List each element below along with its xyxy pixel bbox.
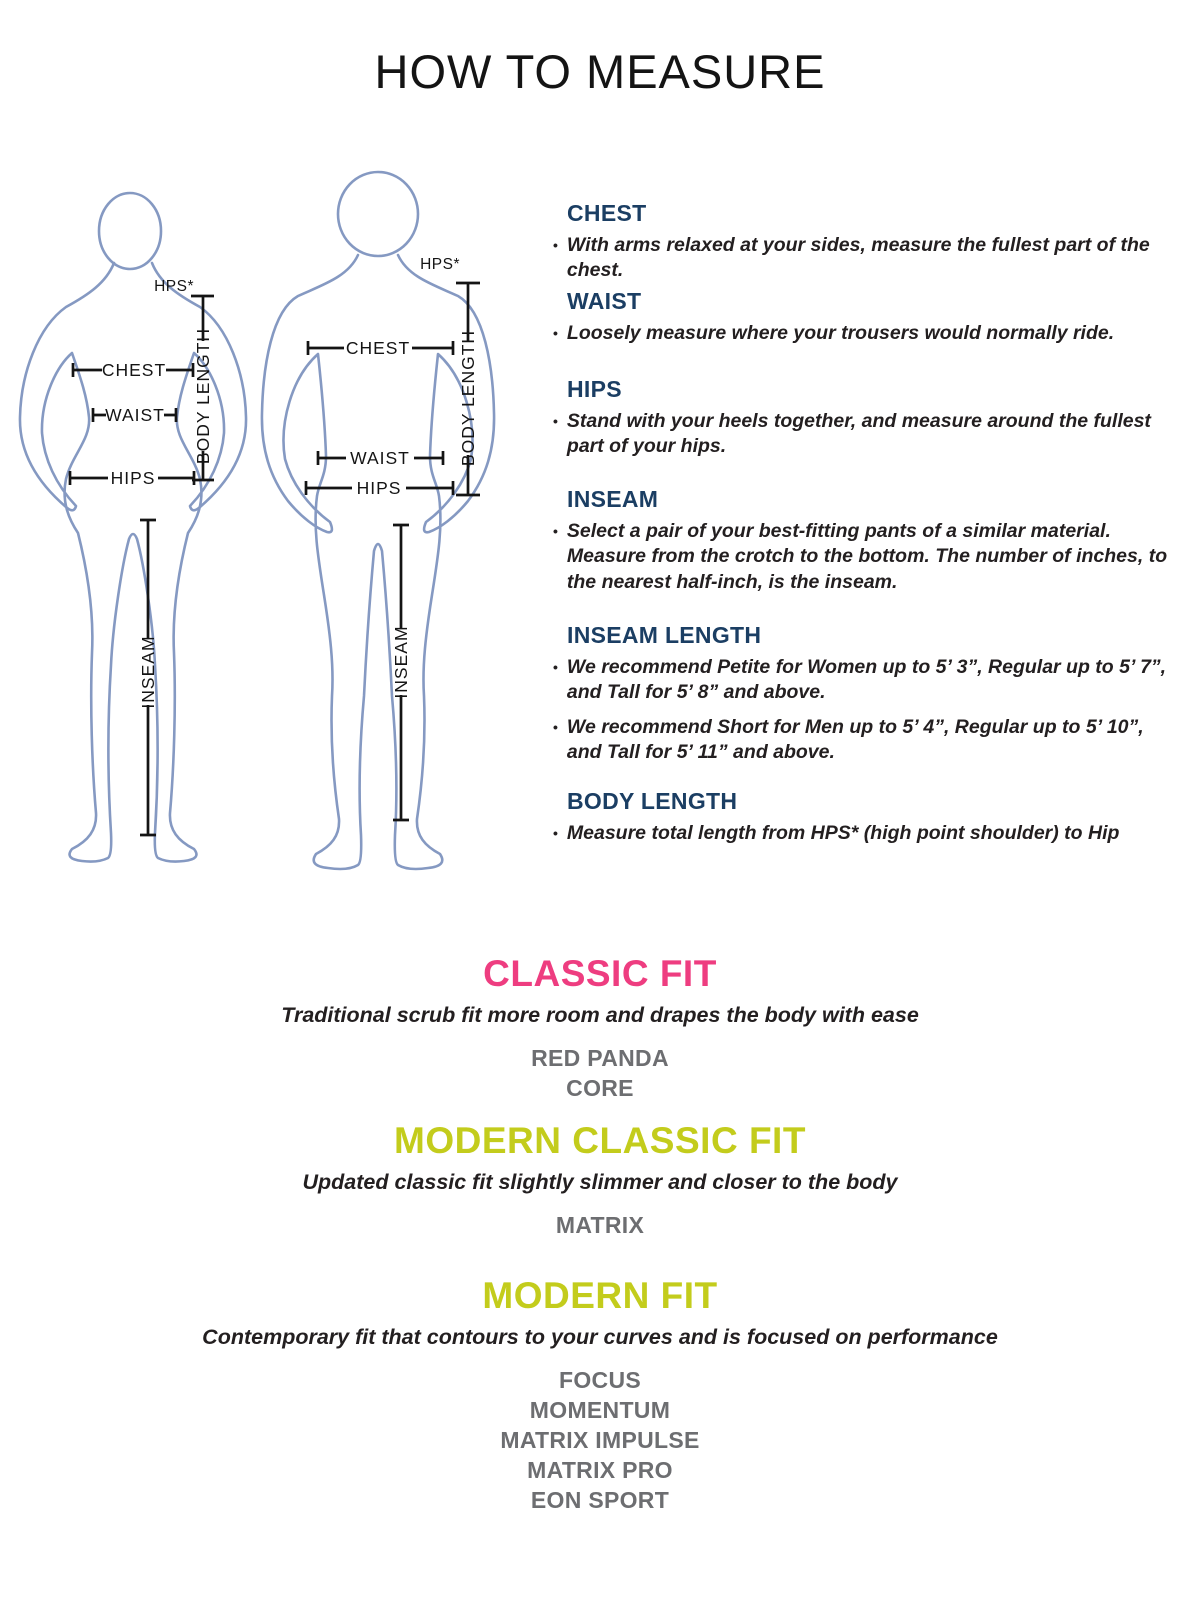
female-inseam-measure [138, 520, 158, 835]
female-chest-measure [73, 360, 193, 380]
section-heading: HIPS [567, 376, 622, 402]
measurement-diagram [8, 165, 538, 895]
bullet-text: Select a pair of your best-fitting pants of a similar material. Measure from the crotch to the bottom. The number of inches, to the nearest half-inch, is the inseam. [566, 520, 1168, 593]
male-inseam-measure [391, 525, 411, 820]
female-waist-measure [93, 405, 176, 425]
bullet-text: Measure total length from HPS* (high point shoulder) to Hip [566, 822, 1120, 844]
product-name: CORE [566, 1075, 634, 1101]
fit-description: Traditional scrub fit more room and drapes the body with ease [281, 1003, 919, 1027]
bullet-dot: • [553, 718, 558, 735]
fit-section-modern-classic [0, 1120, 1200, 1240]
bullet-item [552, 715, 1168, 766]
bullet-dot: • [553, 413, 558, 429]
bullet-text: Loosely measure where your trousers would normally ride. [566, 322, 1115, 344]
male-inseam-label: INSEAM [391, 625, 411, 699]
male-chest-measure [308, 338, 453, 358]
male-head [338, 172, 418, 256]
bullet-dot: • [553, 325, 558, 341]
fit-product-list [0, 1043, 1200, 1103]
fit-title: CLASSIC FIT [483, 953, 717, 994]
bullet-dot: • [553, 523, 558, 539]
female-hips-measure [70, 468, 194, 488]
bullet-item [552, 409, 1168, 460]
fit-section-modern [0, 1275, 1200, 1515]
product-name: MATRIX IMPULSE [500, 1427, 700, 1453]
section-heading: INSEAM LENGTH [567, 622, 762, 648]
male-hps-label: HPS* [420, 256, 460, 273]
section-heading: WAIST [567, 288, 642, 314]
bullet-item [552, 321, 1168, 346]
bullet-dot: • [553, 825, 558, 841]
fit-product-list [0, 1210, 1200, 1240]
female-waist-label: WAIST [105, 405, 165, 425]
bullet-text: We recommend Petite for Women up to 5’ 3”, Regular up to 5’ 7”, and Tall for 5’ 8” and above. [566, 656, 1167, 704]
male-hips-measure [306, 478, 453, 498]
bullet-item [552, 655, 1168, 706]
fit-description: Contemporary fit that contours to your curves and is focused on performance [202, 1325, 998, 1349]
figures-svg [8, 165, 538, 895]
measure-section-inseam-length [552, 622, 1168, 765]
bullet-text: Stand with your heels together, and measure around the fullest part of your hips. [566, 410, 1151, 458]
bullet-dot: • [553, 659, 558, 675]
bullet-text: With arms relaxed at your sides, measure the fullest part of the chest. [566, 234, 1150, 282]
fit-title: MODERN FIT [482, 1275, 718, 1316]
male-figure [262, 172, 494, 869]
male-chest-label: CHEST [345, 338, 411, 358]
bullet-item [552, 821, 1168, 846]
fit-title: MODERN CLASSIC FIT [394, 1120, 806, 1161]
product-name: MATRIX [555, 1212, 645, 1238]
product-name: RED PANDA [531, 1045, 669, 1071]
female-inseam-label: INSEAM [138, 635, 158, 709]
measure-section-body-length [552, 788, 1168, 846]
section-heading: BODY LENGTH [567, 788, 738, 814]
bullet-text: We recommend Short for Men up to 5’ 4”, Regular up to 5’ 10”, and Tall for 5’ 11” and above. [566, 715, 1144, 764]
measure-section-waist [552, 288, 1168, 346]
measure-section-inseam [552, 486, 1168, 595]
section-heading: INSEAM [567, 486, 659, 512]
female-hips-label: HIPS [110, 468, 156, 488]
female-figure [20, 193, 246, 862]
fit-section-classic [0, 953, 1200, 1103]
fit-description: Updated classic fit slightly slimmer and closer to the body [302, 1170, 898, 1194]
product-name: FOCUS [559, 1367, 641, 1393]
bullet-item [552, 519, 1168, 595]
product-name: EON SPORT [530, 1487, 670, 1513]
bullet-item [552, 233, 1168, 284]
male-waist-measure [318, 448, 443, 468]
female-head [99, 193, 161, 269]
page-title: HOW TO MEASURE [374, 45, 826, 98]
product-name: MOMENTUM [529, 1397, 671, 1423]
fit-product-list [0, 1365, 1200, 1515]
product-name: MATRIX PRO [527, 1457, 673, 1483]
male-waist-label: WAIST [350, 448, 410, 468]
measure-section-chest [552, 200, 1168, 284]
section-heading: CHEST [567, 200, 647, 226]
measure-section-hips [552, 376, 1168, 460]
bullet-dot: • [553, 237, 558, 253]
female-body-length-label: BODY LENGTH [193, 327, 213, 465]
male-body-length-label: BODY LENGTH [458, 329, 478, 467]
male-hips-label: HIPS [356, 478, 402, 498]
female-hps-label: HPS* [154, 278, 194, 295]
female-chest-label: CHEST [101, 360, 167, 380]
